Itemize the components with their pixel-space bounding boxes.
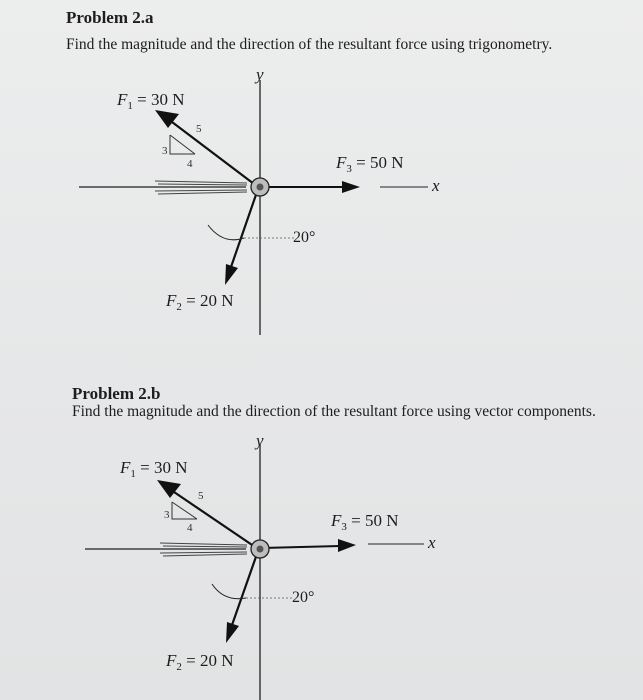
angle-arc (212, 584, 292, 599)
x-axis-label: x (432, 176, 440, 195)
pin-joint (251, 178, 269, 196)
slope-run-label: 4 (187, 522, 193, 534)
f2-label: $F_2 = 20$ N (166, 291, 234, 313)
problem-a-instruction: Find the magnitude and the direction of the resultant force using trigonometry. (66, 36, 553, 53)
force-diagram-a (0, 60, 643, 350)
f1-label: $F_1 = 30$ N (117, 90, 185, 112)
slope-rise-label: 3 (162, 145, 168, 157)
problem-b-instruction: Find the magnitude and the direction of the resultant force using vector components. (72, 403, 596, 420)
pin-joint (251, 540, 269, 558)
f3-label: $F_3 = 50$ N (336, 153, 404, 175)
slope-rise-label: 3 (164, 509, 170, 521)
problem-b-title: Problem 2.b (72, 384, 161, 403)
slope-hypotenuse-label: 5 (196, 123, 202, 135)
f3-arrow (262, 539, 356, 552)
force-diagram-b (0, 422, 643, 700)
f2-label: $F_2 = 20$ N (166, 651, 234, 673)
y-axis-label: y (256, 65, 264, 84)
x-axis-label: x (428, 533, 436, 552)
f3-arrow (262, 181, 360, 193)
problem-a-title: Problem 2.a (66, 8, 154, 27)
slope-hypotenuse-label: 5 (198, 490, 204, 502)
angle-label: 20° (292, 589, 315, 606)
f1-label: $F_1 = 30$ N (120, 458, 188, 480)
slope-run-label: 4 (187, 158, 193, 170)
f2-arrow (225, 189, 258, 285)
angle-arc (208, 225, 296, 240)
f3-label: $F_3 = 50$ N (331, 511, 399, 533)
y-axis-label: y (256, 431, 264, 450)
f2-arrow (226, 551, 258, 643)
angle-label: 20° (293, 229, 316, 246)
